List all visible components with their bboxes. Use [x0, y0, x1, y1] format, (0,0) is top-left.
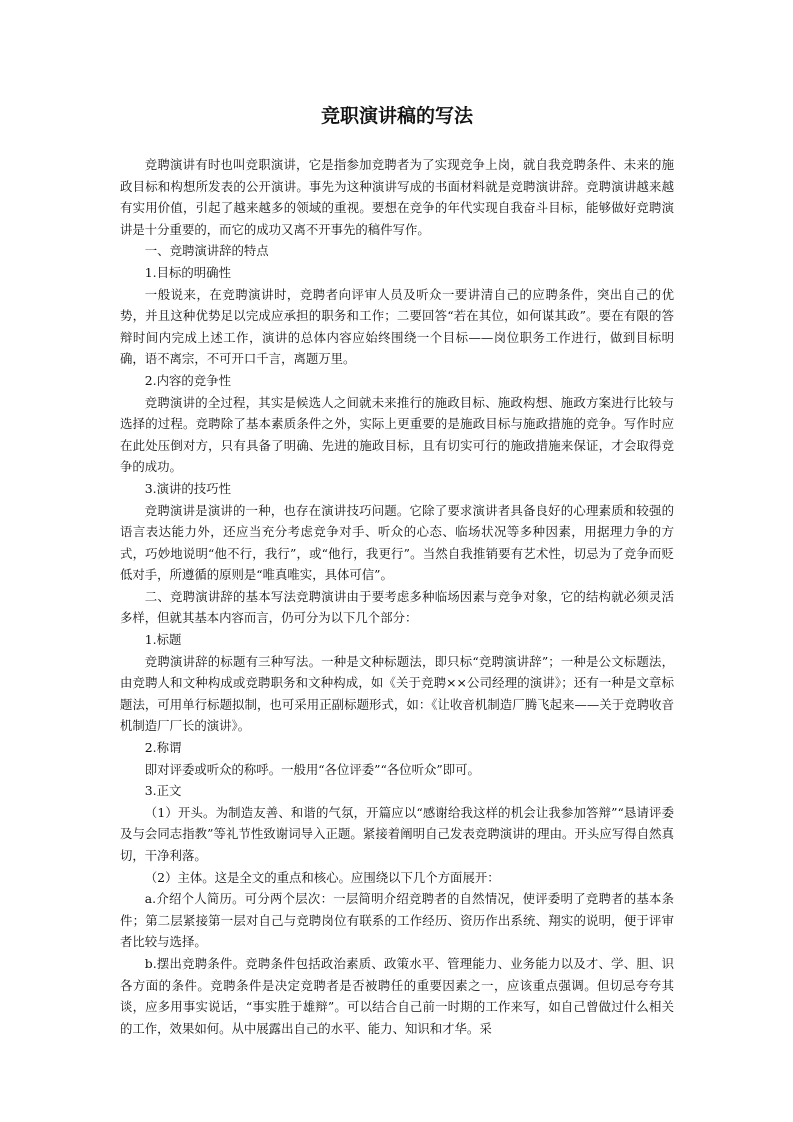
- document-title: 竞职演讲稿的写法: [320, 105, 473, 127]
- paragraph-intro: 竞聘演讲有时也叫竞职演讲，它是指参加竞聘者为了实现竞争上岗，就自我竞聘条件、未来的施政目标和构想所发表的公开演讲。事先为这种演讲写成的书面材料就是竞聘演讲辞。竞聘演讲越来越有实用价值，引起了越来越多的领域的重视。要想在竞争的年代实现自我奋斗目标，能够做好竞聘演讲是十分重要的，而它的成功又离不开事先的稿件写作。: [120, 157, 674, 237]
- subheading-1-1: 1.目标的明确性: [144, 264, 231, 280]
- paragraph: （1）开头。为制造友善、和谐的气氛，开篇应以“感谢给我这样的机会让我参加答辩”“恳请评委及与会同志指教”等礼节性致谢词导入正题。紧接着阐明自己发表竞聘演讲的理由。开头应写得自然真切，干净利落。: [120, 804, 674, 863]
- paragraph: （2）主体。这是全文的重点和核心。应围绕以下几个方面展开：: [144, 869, 500, 885]
- subheading-2-3: 3.正文: [144, 783, 182, 799]
- subheading-2-2: 2.称谓: [144, 740, 182, 756]
- paragraph: b.摆出竞聘条件。竞聘条件包括政治素质、政策水平、管理能力、业务能力以及才、学、胆、识各方面的条件。竞聘条件是决定竞聘者是否被聘任的重要因素之一，应该重点强调。但切忌夸夸其谈，应多用事实说话，“事实胜于雄辩”。可以结合自己前一时期的工作来写，如自己曾做过什么相关的工作，效果如何。从中展露出自己的水平、能力、知识和才华。采: [120, 955, 674, 1036]
- subheading-1-2: 2.内容的竞争性: [144, 372, 231, 388]
- document-body: [120, 154, 674, 1039]
- paragraph: 竞聘演讲辞的标题有三种写法。一种是文种标题法，即只标“竞聘演讲辞”；一种是公文标题法，由竞聘人和文种构成或竞聘职务和文种构成，如《关于竞聘××公司经理的演讲》；还有一种是文章标题法，可用单行标题拟制，也可采用正副标题形式，如：《让收音机制造厂腾飞起来——关于竞聘收音机制造厂厂长的演讲》。: [120, 653, 674, 734]
- paragraph: a.介绍个人简历。可分两个层次：一层简明介绍竞聘者的自然情况，使评委明了竞聘者的基本条件；第二层紧接第一层对自己与竞聘岗位有联系的工作经历、资历作出系统、翔实的说明，便于评审者比较与选择。: [120, 891, 674, 950]
- subheading-2-1: 1.标题: [144, 632, 182, 648]
- paragraph: 即对评委或听众的称呼。一般用“各位评委”“各位听众”即可。: [144, 761, 480, 777]
- section-heading-2: 二、竞聘演讲辞的基本写法竞聘演讲由于要考虑多种临场因素与竞争对象，它的结构就必须灵活多样，但就其基本内容而言，仍可分为以下几个部分：: [120, 588, 674, 626]
- section-heading-1: 一、竞聘演讲辞的特点: [144, 243, 269, 259]
- subheading-1-3: 3.演讲的技巧性: [144, 480, 231, 496]
- paragraph: 一般说来，在竞聘演讲时，竞聘者向评审人员及听众一要讲清自己的应聘条件，突出自己的优势，并且这种优势足以完成应承担的职务和工作；二要回答“若在其位，如何谋其政”。要在有限的答辩时间内完成上述工作，演讲的总体内容应始终围绕一个目标——岗位职务工作进行，做到目标明确，语不离宗，不可开口千言，离题万里。: [120, 286, 674, 367]
- paragraph: 竞聘演讲是演讲的一种，也存在演讲技巧问题。它除了要求演讲者具备良好的心理素质和较强的语言表达能力外，还应当充分考虑竞争对手、听众的心态、临场状况等多种因素，用据理力争的方式，巧妙地说明“他不行，我行”，或“他行，我更行”。当然自我推销要有艺术性，切忌为了竞争而贬低对手，所遵循的原则是“唯真唯实，具体可信”。: [120, 502, 674, 583]
- paragraph: 竞聘演讲的全过程，其实是候选人之间就未来推行的施政目标、施政构想、施政方案进行比较与选择的过程。竞聘除了基本素质条件之外，实际上更重要的是施政目标与施政措施的竞争。写作时应在此处压倒对方，只有具备了明确、先进的施政目标，且有切实可行的施政措施来保证，才会取得竞争的成功。: [120, 394, 674, 475]
